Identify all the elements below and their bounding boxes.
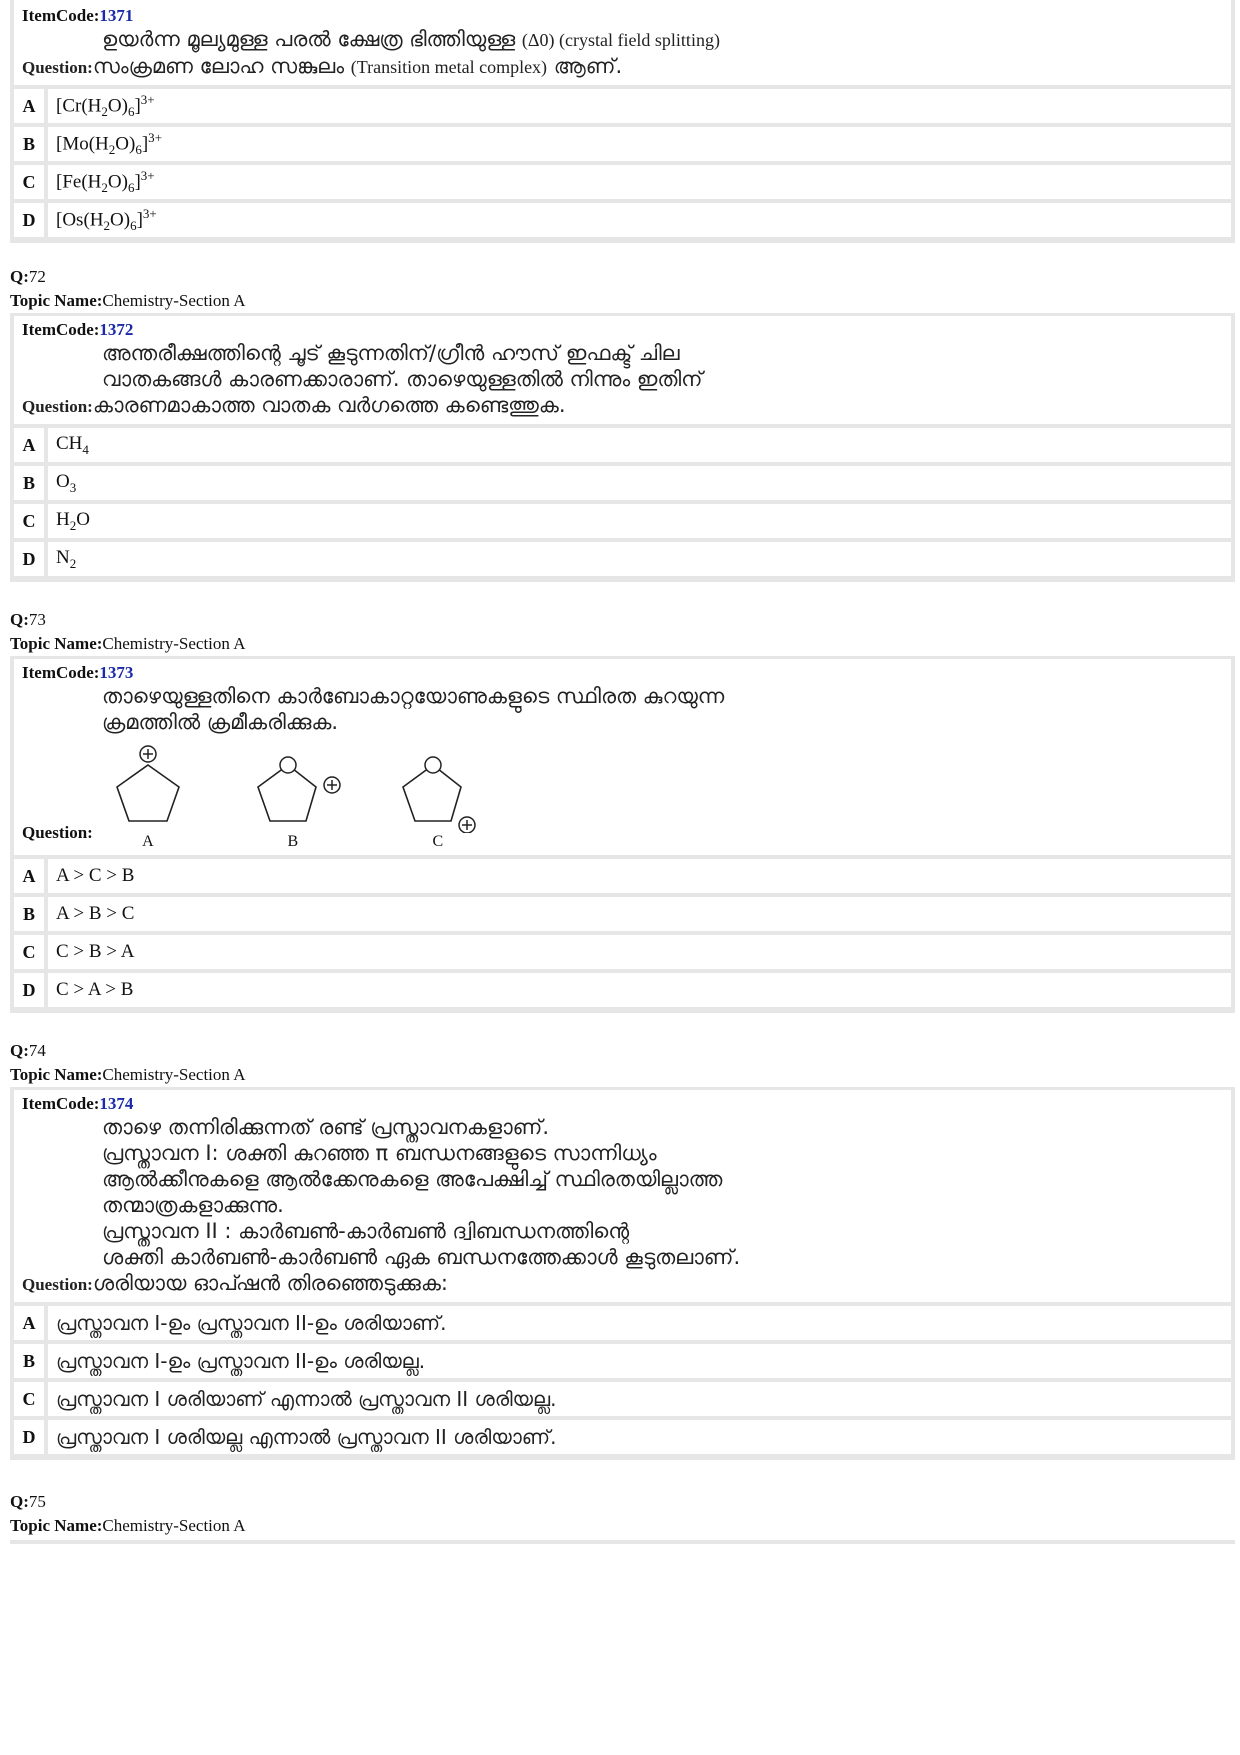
- option-text: പ്രസ്താവന I-ഉം പ്രസ്താവന II-ഉം ശരിയല്ല.: [56, 1349, 426, 1373]
- question-meta-72: [10, 265, 1235, 313]
- formula-sub: 4: [82, 441, 89, 457]
- option-letter: C: [14, 935, 48, 969]
- option-formula: [48, 92, 155, 120]
- option-c[interactable]: [14, 1382, 1231, 1420]
- q-number: 72: [28, 267, 46, 286]
- question-line-2: വാതകങ്ങൾ കാരണക്കാരാണ്. താഴെയുള്ളതിൽ നിന്നും ഇതിന്: [102, 367, 703, 391]
- option-a[interactable]: [14, 1306, 1231, 1344]
- cyclopentyl-cation-diagram: [103, 743, 193, 833]
- option-letter: B: [14, 127, 48, 161]
- topic-label: Topic Name:: [10, 634, 103, 653]
- formula-part: ]: [134, 95, 141, 117]
- question-block-1372: [10, 313, 1235, 582]
- formula-part: N: [56, 546, 70, 568]
- question-line-2: ക്രമത്തിൽ ക്രമീകരിക്കുക.: [102, 710, 339, 734]
- question-latin: (Transition metal complex): [350, 57, 548, 77]
- option-text: പ്രസ്താവന I-ഉം പ്രസ്താവന II-ഉം ശരിയാണ്.: [56, 1311, 447, 1335]
- item-code-value: 1371: [99, 6, 134, 25]
- option-c[interactable]: [14, 935, 1231, 973]
- question-paper: [10, 0, 1235, 1544]
- item-code-label: ItemCode:: [22, 1094, 100, 1113]
- q-label: Q:: [10, 610, 29, 629]
- question-line-2: പ്രസ്താവന I: ശക്തി കുറഞ്ഞ π ബന്ധനങ്ങളുടെ സാന്നിധ്യം: [102, 1141, 657, 1165]
- formula-part: [Cr(H: [56, 95, 102, 117]
- divider: [10, 1540, 1235, 1544]
- oxolanyl-cation-diagram: [248, 743, 348, 833]
- formula-sub: 2: [69, 517, 77, 533]
- option-d[interactable]: [14, 203, 1231, 237]
- item-code: [22, 663, 1223, 683]
- formula-charge: 3+: [140, 167, 155, 183]
- topic-name: Chemistry-Section A: [102, 634, 246, 653]
- option-b[interactable]: [14, 1344, 1231, 1382]
- q-label: Q:: [10, 267, 29, 286]
- option-letter: C: [14, 1382, 48, 1416]
- item-code: [22, 1094, 1223, 1114]
- option-letter: A: [14, 859, 48, 893]
- formula-sub: 6: [127, 104, 135, 120]
- formula-part: O): [107, 95, 128, 117]
- option-text: C > A > B: [56, 979, 134, 1000]
- formula-sub: 6: [130, 218, 137, 234]
- option-letter: C: [14, 504, 48, 538]
- option-b[interactable]: [14, 127, 1231, 165]
- option-letter: D: [14, 1420, 48, 1454]
- question-block-1374: [10, 1087, 1235, 1460]
- formula-sub: 6: [135, 142, 142, 158]
- option-d[interactable]: [14, 542, 1231, 576]
- formula-part: O: [56, 470, 70, 492]
- formula-sub: 3: [69, 479, 77, 495]
- structure-label: A: [142, 833, 154, 850]
- question-text: സംക്രമണ ലോഹ സങ്കുലം: [92, 54, 345, 78]
- question-line-1: താഴെ തന്നിരിക്കുന്നത് രണ്ട് പ്രസ്താവനകളാണ്.: [102, 1115, 549, 1139]
- question-label: Question:: [22, 58, 93, 77]
- option-letter: C: [14, 165, 48, 199]
- structure-label: B: [287, 833, 299, 850]
- formula-sub: 2: [101, 104, 108, 120]
- option-formula: [48, 130, 162, 158]
- question-meta-75: [10, 1490, 1235, 1538]
- q-label: Q:: [10, 1041, 29, 1060]
- option-d[interactable]: [14, 973, 1231, 1007]
- option-letter: D: [14, 973, 48, 1007]
- formula-sub: 6: [127, 180, 135, 196]
- option-letter: B: [14, 1344, 48, 1378]
- option-d[interactable]: [14, 1420, 1231, 1454]
- question-line-7: ശരിയായ ഓപ്ഷൻ തിരഞ്ഞെടുക്കുക:: [92, 1271, 448, 1295]
- question-line-3: കാരണമാകാത്ത വാതക വർഗത്തെ കണ്ടെത്തുക.: [92, 393, 566, 417]
- question-text: ഉയർന്ന മൂല്യമുള്ള പരൽ ക്ഷേത്ര ഭിത്തിയുള്ള: [102, 27, 516, 51]
- formula-sub: 2: [103, 218, 110, 234]
- option-formula: [48, 547, 76, 572]
- option-b[interactable]: [14, 897, 1231, 935]
- option-c[interactable]: [14, 504, 1231, 542]
- question-label: Question:: [22, 397, 93, 416]
- question-line-5: പ്രസ്താവന II : കാർബൺ-കാർബൺ ദ്വിബന്ധനത്തിന്റെ: [102, 1219, 630, 1243]
- formula-part: CH: [56, 432, 83, 454]
- option-letter: A: [14, 1306, 48, 1340]
- formula-part: [Mo(H: [56, 133, 109, 155]
- item-code-label: ItemCode:: [22, 320, 100, 339]
- option-formula: [48, 471, 76, 496]
- formula-part: O: [76, 508, 90, 530]
- question-line-2: [22, 53, 1223, 81]
- carbocation-structure-b: [248, 743, 338, 851]
- option-c[interactable]: [14, 165, 1231, 203]
- question-line-1: [22, 26, 1223, 53]
- formula-charge: 3+: [148, 129, 163, 145]
- item-code-label: ItemCode:: [22, 6, 100, 25]
- question-meta-73: [10, 608, 1235, 656]
- question-line-6: ശക്തി കാർബൺ-കാർബൺ ഏക ബന്ധനത്തേക്കാൾ കൂടുതലാണ്.: [102, 1245, 741, 1269]
- question-cell: [14, 1090, 1231, 1306]
- option-a[interactable]: [14, 859, 1231, 897]
- formula-part: O): [115, 133, 136, 155]
- carbocation-structure-a: [103, 743, 193, 851]
- topic-name: Chemistry-Section A: [102, 1065, 246, 1084]
- topic-label: Topic Name:: [10, 1516, 103, 1535]
- option-formula: [48, 509, 90, 534]
- oxolanyl-cation-diagram: [393, 743, 493, 833]
- formula-part: ]: [134, 171, 141, 193]
- question-line-3: ആൽക്കീനുകളെ ആൽക്കേനുകളെ അപേക്ഷിച്ച് സ്ഥിരതയില്ലാത്ത: [102, 1167, 723, 1191]
- options-list: [14, 428, 1231, 576]
- formula-part: O): [110, 209, 131, 231]
- option-b[interactable]: [14, 466, 1231, 504]
- item-code-label: ItemCode:: [22, 663, 100, 682]
- option-a[interactable]: [14, 428, 1231, 466]
- formula-charge: 3+: [142, 205, 157, 221]
- options-list: [14, 859, 1231, 1007]
- formula-sub: 2: [101, 180, 108, 196]
- question-label: Question:: [22, 1275, 93, 1294]
- formula-sub: 2: [69, 555, 77, 571]
- question-line-1: അന്തരീക്ഷത്തിന്റെ ചൂട് കൂടുന്നതിന്/ഗ്രീൻ ഹൗസ് ഇഫക്ട് ചില: [102, 341, 680, 365]
- option-text: പ്രസ്താവന I ശരിയാണ് എന്നാൽ പ്രസ്താവന II ശരിയല്ല.: [56, 1387, 557, 1411]
- question-block-1373: [10, 656, 1235, 1013]
- question-latin: (Δ0) (crystal field splitting): [521, 30, 720, 50]
- option-a[interactable]: [14, 89, 1231, 127]
- option-letter: A: [14, 428, 48, 462]
- question-block-1371: [10, 0, 1235, 243]
- structure-label: C: [432, 833, 444, 850]
- option-text: പ്രസ്താവന I ശരിയല്ല എന്നാൽ പ്രസ്താവന II ശരിയാണ്.: [56, 1425, 557, 1449]
- option-formula: [48, 433, 89, 458]
- formula-part: ]: [141, 133, 149, 155]
- option-letter: B: [14, 466, 48, 500]
- q-number: 75: [28, 1492, 46, 1511]
- formula-part: [Os(H: [56, 209, 104, 231]
- question-meta-74: [10, 1039, 1235, 1087]
- q-label: Q:: [10, 1492, 29, 1511]
- formula-part: O): [107, 171, 128, 193]
- carbocation-structure-c: [393, 743, 483, 851]
- topic-label: Topic Name:: [10, 291, 103, 310]
- option-letter: A: [14, 89, 48, 123]
- question-text: ആണ്.: [553, 54, 623, 78]
- option-formula: [48, 168, 155, 196]
- formula-part: ]: [136, 209, 143, 231]
- question-cell: [14, 316, 1231, 428]
- item-code-value: 1373: [99, 663, 134, 682]
- option-letter: D: [14, 542, 48, 576]
- topic-name: Chemistry-Section A: [102, 1516, 246, 1535]
- question-line-4: തന്മാത്രകളാക്കുന്നു.: [102, 1193, 284, 1217]
- option-letter: D: [14, 203, 48, 237]
- question-cell: [14, 0, 1231, 89]
- item-code: [22, 320, 1223, 340]
- formula-part: [Fe(H: [56, 171, 102, 193]
- option-text: A > C > B: [56, 865, 135, 886]
- q-number: 73: [28, 610, 46, 629]
- option-text: C > B > A: [56, 941, 135, 962]
- option-formula: [48, 206, 157, 234]
- topic-name: Chemistry-Section A: [102, 291, 246, 310]
- item-code-value: 1374: [99, 1094, 134, 1113]
- option-text: A > B > C: [56, 903, 135, 924]
- topic-label: Topic Name:: [10, 1065, 103, 1084]
- item-code: [22, 6, 1223, 26]
- options-list: [14, 89, 1231, 237]
- formula-charge: 3+: [140, 91, 155, 107]
- options-list: [14, 1306, 1231, 1454]
- q-number: 74: [28, 1041, 46, 1060]
- formula-part: H: [56, 508, 70, 530]
- formula-sub: 2: [108, 142, 116, 158]
- question-label: Question:: [22, 823, 93, 842]
- question-line-1: താഴെയുള്ളതിനെ കാർബോകാറ്റയോണുകളുടെ സ്ഥിരത കുറയുന്ന: [102, 684, 725, 708]
- item-code-value: 1372: [99, 320, 134, 339]
- question-cell: [14, 659, 1231, 859]
- option-letter: B: [14, 897, 48, 931]
